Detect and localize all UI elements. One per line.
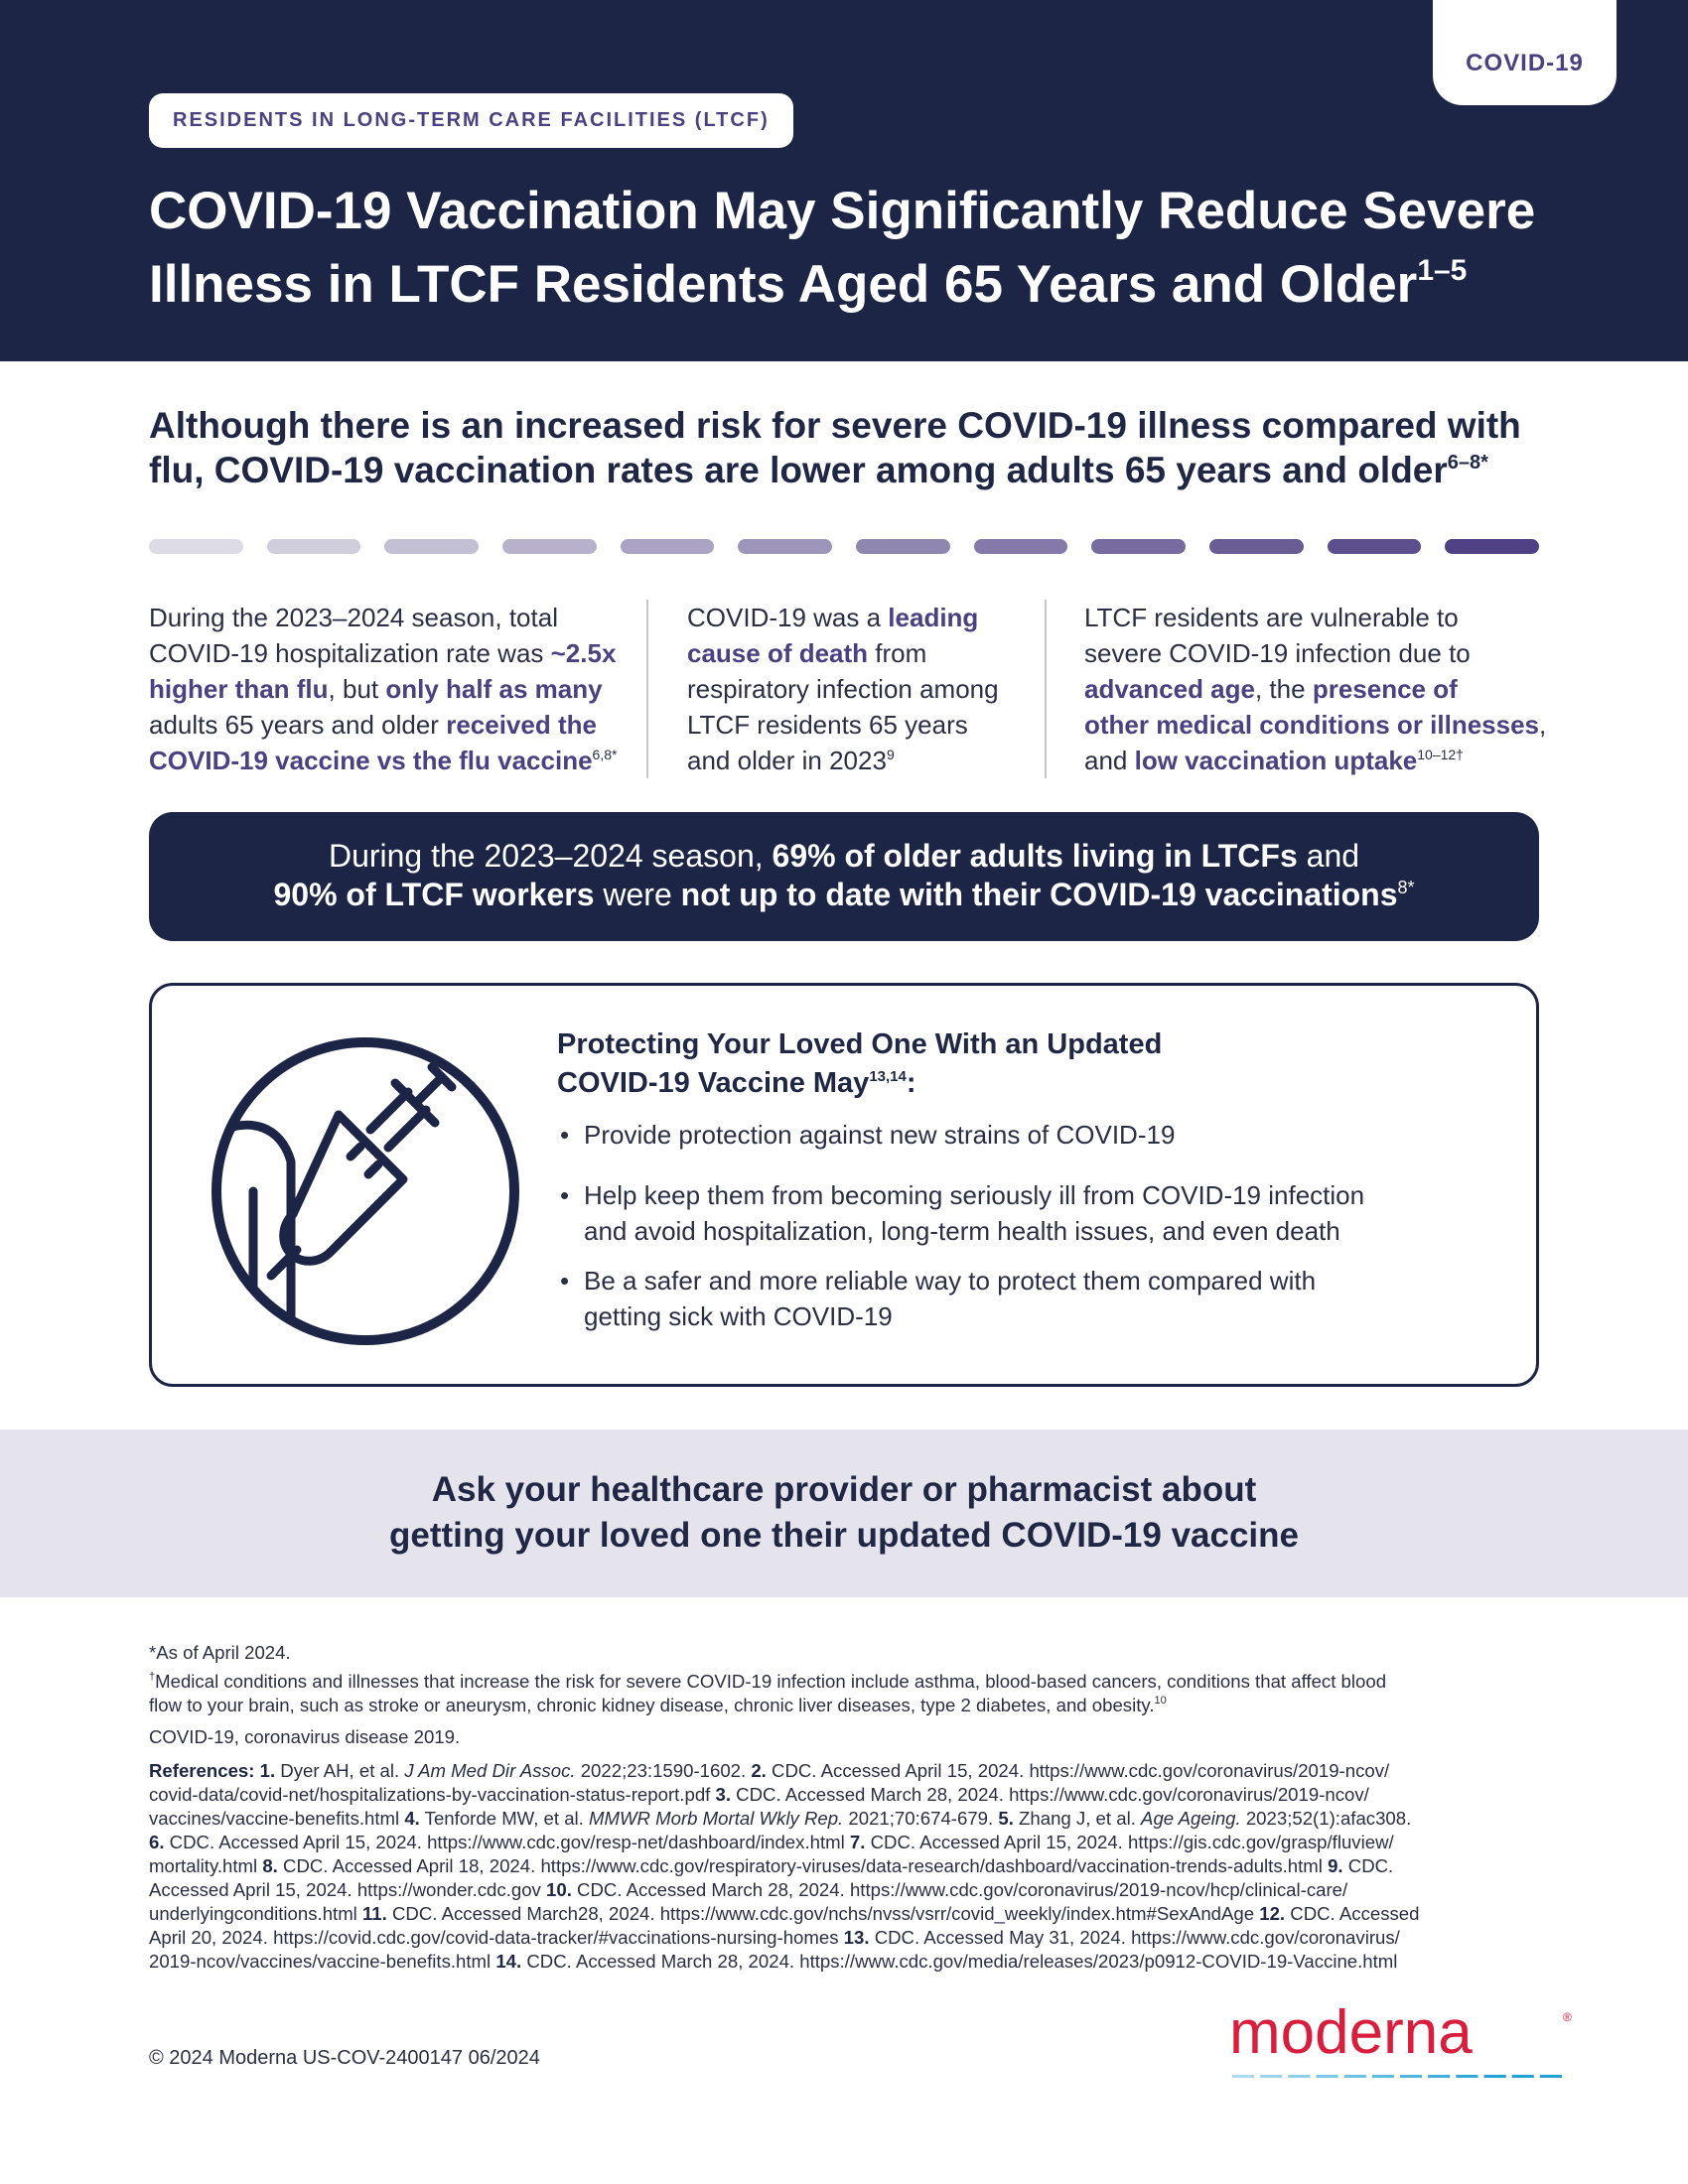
col3-text: , xyxy=(1539,710,1547,740)
topic-tag: COVID-19 xyxy=(1433,0,1617,105)
col2-highlight: leading xyxy=(888,603,979,632)
ref-number: 12. xyxy=(1259,1903,1286,1924)
ref-text: underlyingconditions.html xyxy=(149,1903,362,1924)
column-divider xyxy=(1045,600,1047,778)
subhead-line-1: Although there is an increased risk for severe COVID-19 illness compared with xyxy=(149,405,1521,446)
ref-text: CDC. Accessed March 28, 2024. https://www.cdc.gov/coronavirus/2019-ncov/ xyxy=(731,1784,1369,1805)
ref-text: CDC. Accessed May 31, 2024. https://www.cdc.gov/coronavirus/ xyxy=(869,1927,1400,1948)
ref-text: 2019-ncov/vaccines/vaccine-benefits.html xyxy=(149,1951,496,1972)
banner-highlight: 69% of older adults living in LTCFs xyxy=(772,838,1298,874)
reference-line xyxy=(149,1759,1569,1783)
ref-text: CDC. Accessed March28, 2024. https://www.cdc.gov/nchs/nvss/vsrr/covid_weekly/index.htm#SexAndAge xyxy=(386,1903,1260,1924)
logo-dash xyxy=(1317,2075,1338,2078)
col3-highlight: presence of xyxy=(1312,674,1458,704)
ref-journal: J Am Med Dir Assoc. xyxy=(404,1760,576,1781)
col3-highlight: low vaccination uptake xyxy=(1134,746,1418,775)
banner-text: and xyxy=(1297,838,1360,874)
stat-banner xyxy=(149,812,1539,941)
ref-text: April 20, 2024. https://covid.cdc.gov/covid-data-tracker/#vaccinations-nursing-homes xyxy=(149,1927,844,1948)
benefit-item xyxy=(557,1117,1471,1153)
box-title-colon: : xyxy=(906,1067,916,1099)
col3-text: , the xyxy=(1254,674,1313,704)
banner-text: were xyxy=(594,877,681,912)
subhead-ref: 6–8* xyxy=(1447,452,1488,474)
benefit-text: Be a safer and more reliable way to protect them compared with xyxy=(584,1266,1317,1296)
logo-dash xyxy=(1484,2075,1506,2078)
col2-ref: 9 xyxy=(886,747,895,762)
divider-dash xyxy=(1328,539,1422,554)
ref-number: 7. xyxy=(849,1832,866,1852)
subhead-line-2: flu, COVID-19 vaccination rates are lower among adults 65 years and older xyxy=(149,450,1448,490)
ref-number: 14. xyxy=(495,1951,522,1972)
ref-number: 2. xyxy=(751,1760,767,1781)
ref-number: 1. xyxy=(259,1760,276,1781)
col3-ref: 10–12† xyxy=(1417,747,1464,762)
col1-text: During the 2023–2024 season, total xyxy=(149,603,558,632)
ref-number: 9. xyxy=(1328,1855,1343,1876)
footnote-abbreviation: COVID-19, coronavirus disease 2019. xyxy=(149,1726,461,1747)
footnote-conditions xyxy=(149,1670,1569,1717)
ref-number: 8. xyxy=(262,1855,278,1876)
col2-text: LTCF residents 65 years xyxy=(687,710,968,740)
ref-text: 2022;23:1590-1602. xyxy=(575,1760,752,1781)
ref-number: 13. xyxy=(843,1927,870,1948)
ref-text: CDC. Accessed April 15, 2024. https://www.cdc.gov/resp-net/dashboard/index.html xyxy=(164,1832,850,1852)
ref-text: Tenforde MW, et al. xyxy=(419,1808,590,1829)
bullet-dot-icon: • xyxy=(560,1120,570,1150)
reference-line xyxy=(149,1807,1569,1831)
col1-text: , but xyxy=(328,674,386,704)
banner-ref: 8* xyxy=(1397,878,1415,897)
protection-box xyxy=(149,983,1539,1387)
cta-line-1: Ask your healthcare provider or pharmacist about xyxy=(431,1470,1257,1509)
benefit-item xyxy=(557,1177,1471,1249)
ref-text: CDC. Accessed April 18, 2024. https://www.cdc.gov/respiratory-viruses/data-research/dashboard/vaccination-trends-adults.html xyxy=(277,1855,1329,1876)
reference-line xyxy=(149,1878,1569,1902)
col2-text: from xyxy=(868,638,927,668)
col3-text: severe COVID-19 infection due to xyxy=(1084,638,1471,668)
divider-dash xyxy=(1445,539,1539,554)
ref-journal: MMWR Morb Mortal Wkly Rep. xyxy=(589,1808,844,1829)
col1-highlight: ~2.5x xyxy=(550,638,617,668)
title-line-1: COVID-19 Vaccination May Significantly Reduce Severe xyxy=(149,182,1536,240)
ref-text: CDC. Accessed April 15, 2024. https://www.cdc.gov/coronavirus/2019-ncov/ xyxy=(766,1760,1390,1781)
section-subhead xyxy=(149,403,1599,492)
bullet-dot-icon: • xyxy=(560,1266,570,1296)
ref-text: CDC. Accessed xyxy=(1285,1903,1420,1924)
box-title-line-2: COVID-19 Vaccine May xyxy=(557,1067,870,1099)
vaccine-syringe-arm-icon xyxy=(211,1037,519,1345)
footnote-ref: 10 xyxy=(1154,1695,1167,1706)
ref-number: 10. xyxy=(546,1879,572,1900)
ref-text: 2021;70:674-679. xyxy=(843,1808,999,1829)
col1-text: adults 65 years and older xyxy=(149,710,447,740)
benefit-text: getting sick with COVID-19 xyxy=(584,1301,893,1331)
col3-highlight: advanced age xyxy=(1084,674,1255,704)
cta-line-2: getting your loved one their updated COVID-19 vaccine xyxy=(389,1516,1299,1555)
logo-dash xyxy=(1372,2075,1394,2078)
ref-text: mortality.html xyxy=(149,1855,263,1876)
benefit-text: Help keep them from becoming seriously ill from COVID-19 infection xyxy=(584,1180,1365,1210)
ref-text: CDC. Accessed March 28, 2024. https://www.cdc.gov/media/releases/2023/p0912-COVID-19-Vaccine.html xyxy=(521,1951,1398,1972)
bullet-dot-icon: • xyxy=(560,1180,570,1210)
footnote-asof: *As of April 2024. xyxy=(149,1642,291,1663)
col2-text: respiratory infection among xyxy=(687,674,999,704)
col1-highlight: received the xyxy=(446,710,597,740)
ref-text: covid-data/covid-net/hospitalizations-by-vaccination-status-report.pdf xyxy=(149,1784,716,1805)
logo-dash xyxy=(1400,2075,1422,2078)
col2-highlight: cause of death xyxy=(687,638,869,668)
box-title-line-1: Protecting Your Loved One With an Updated xyxy=(557,1028,1163,1060)
gradient-dash-divider xyxy=(149,539,1539,554)
protection-box-title xyxy=(557,1025,1451,1103)
title-ref: 1–5 xyxy=(1417,254,1468,287)
ref-text: CDC. Accessed March 28, 2024. https://www.cdc.gov/coronavirus/2019-ncov/hcp/clinical-care/ xyxy=(571,1879,1348,1900)
logo-wordmark: moderna xyxy=(1229,2007,1473,2067)
logo-dash xyxy=(1540,2075,1562,2078)
col1-ref: 6,8* xyxy=(592,747,618,762)
logo-dash xyxy=(1260,2075,1282,2078)
ref-number: 5. xyxy=(998,1808,1014,1829)
col1-highlight: only half as many xyxy=(385,674,603,704)
logo-dash xyxy=(1344,2075,1366,2078)
reference-line xyxy=(149,1854,1569,1878)
divider-dash xyxy=(149,539,243,554)
ref-text: 2023;52(1):afac308. xyxy=(1240,1808,1412,1829)
divider-dash xyxy=(974,539,1068,554)
ref-text: Dyer AH, et al. xyxy=(275,1760,405,1781)
stat-column-vulnerability xyxy=(1084,600,1601,778)
logo-dash xyxy=(1428,2075,1450,2078)
divider-dash xyxy=(267,539,361,554)
ref-text: CDC. xyxy=(1342,1855,1394,1876)
footnote-text: Medical conditions and illnesses that increase the risk for severe COVID-19 infection include asthma, blood-based cancers, conditions that affect blood xyxy=(155,1671,1387,1692)
col1-highlight: COVID-19 vaccine vs the flu vaccine xyxy=(149,746,593,775)
divider-dash xyxy=(1091,539,1186,554)
column-divider xyxy=(646,600,648,778)
divider-dash xyxy=(1209,539,1304,554)
logo-dash xyxy=(1232,2075,1254,2078)
references-label: References: xyxy=(149,1760,260,1781)
dagger-mark: † xyxy=(149,1671,156,1683)
stat-column-leading-cause xyxy=(687,600,1035,778)
reference-line xyxy=(149,1783,1569,1807)
divider-dash xyxy=(738,539,832,554)
logo-dash-line xyxy=(1232,2075,1562,2078)
col3-highlight: other medical conditions or illnesses xyxy=(1084,710,1540,740)
reference-line xyxy=(149,1926,1569,1950)
logo-registered-mark: ® xyxy=(1563,2010,1572,2024)
ref-number: 6. xyxy=(149,1832,165,1852)
logo-dash xyxy=(1288,2075,1310,2078)
ref-number: 4. xyxy=(404,1808,420,1829)
col1-highlight: higher than flu xyxy=(149,674,329,704)
box-title-ref: 13,14 xyxy=(869,1068,907,1085)
benefit-item xyxy=(557,1263,1471,1334)
col2-text: COVID-19 was a xyxy=(687,603,889,632)
ref-text: CDC. Accessed April 15, 2024. https://gis.cdc.gov/grasp/fluview/ xyxy=(865,1832,1394,1852)
divider-dash xyxy=(502,539,597,554)
col2-text: and older in 2023 xyxy=(687,746,887,775)
ref-text: Zhang J, et al. xyxy=(1013,1808,1142,1829)
benefit-text: and avoid hospitalization, long-term health issues, and even death xyxy=(584,1216,1340,1246)
benefit-text: Provide protection against new strains of COVID-19 xyxy=(584,1120,1176,1150)
reference-line xyxy=(149,1831,1569,1854)
ref-text: vaccines/vaccine-benefits.html xyxy=(149,1808,405,1829)
ref-number: 11. xyxy=(361,1903,387,1924)
divider-dash xyxy=(621,539,715,554)
banner-highlight: not up to date with their COVID-19 vaccinations xyxy=(680,877,1398,912)
logo-dash xyxy=(1512,2075,1534,2078)
ref-journal: Age Ageing. xyxy=(1141,1808,1241,1829)
divider-dash xyxy=(856,539,950,554)
col1-text: COVID-19 hospitalization rate was xyxy=(149,638,551,668)
header-band xyxy=(0,0,1688,361)
moderna-logo xyxy=(1229,2007,1577,2087)
col3-text: and xyxy=(1084,746,1135,775)
ref-number: 3. xyxy=(715,1784,732,1805)
stat-column-hospitalization xyxy=(149,600,645,778)
divider-dash xyxy=(384,539,479,554)
footnote-text: flow to your brain, such as stroke or aneurysm, chronic kidney disease, chronic liver diseases, type 2 diabetes, and obesity. xyxy=(149,1695,1155,1715)
benefit-list xyxy=(557,1117,1471,1358)
reference-line xyxy=(149,1902,1569,1926)
reference-line xyxy=(149,1950,1569,1974)
references xyxy=(149,1759,1569,1974)
banner-text: During the 2023–2024 season, xyxy=(328,838,773,874)
logo-dash xyxy=(1456,2075,1477,2078)
banner-highlight: 90% of LTCF workers xyxy=(273,877,595,912)
ref-text: Accessed April 15, 2024. https://wonder.cdc.gov xyxy=(149,1879,547,1900)
audience-pill: RESIDENTS IN LONG-TERM CARE FACILITIES (LTCF) xyxy=(149,93,793,148)
page-title xyxy=(149,175,1589,322)
call-to-action-band xyxy=(0,1430,1688,1597)
title-line-2: Illness in LTCF Residents Aged 65 Years and Older xyxy=(149,255,1418,314)
copyright-notice: © 2024 Moderna US-COV-2400147 06/2024 xyxy=(149,2047,540,2069)
col3-text: LTCF residents are vulnerable to xyxy=(1084,603,1459,632)
